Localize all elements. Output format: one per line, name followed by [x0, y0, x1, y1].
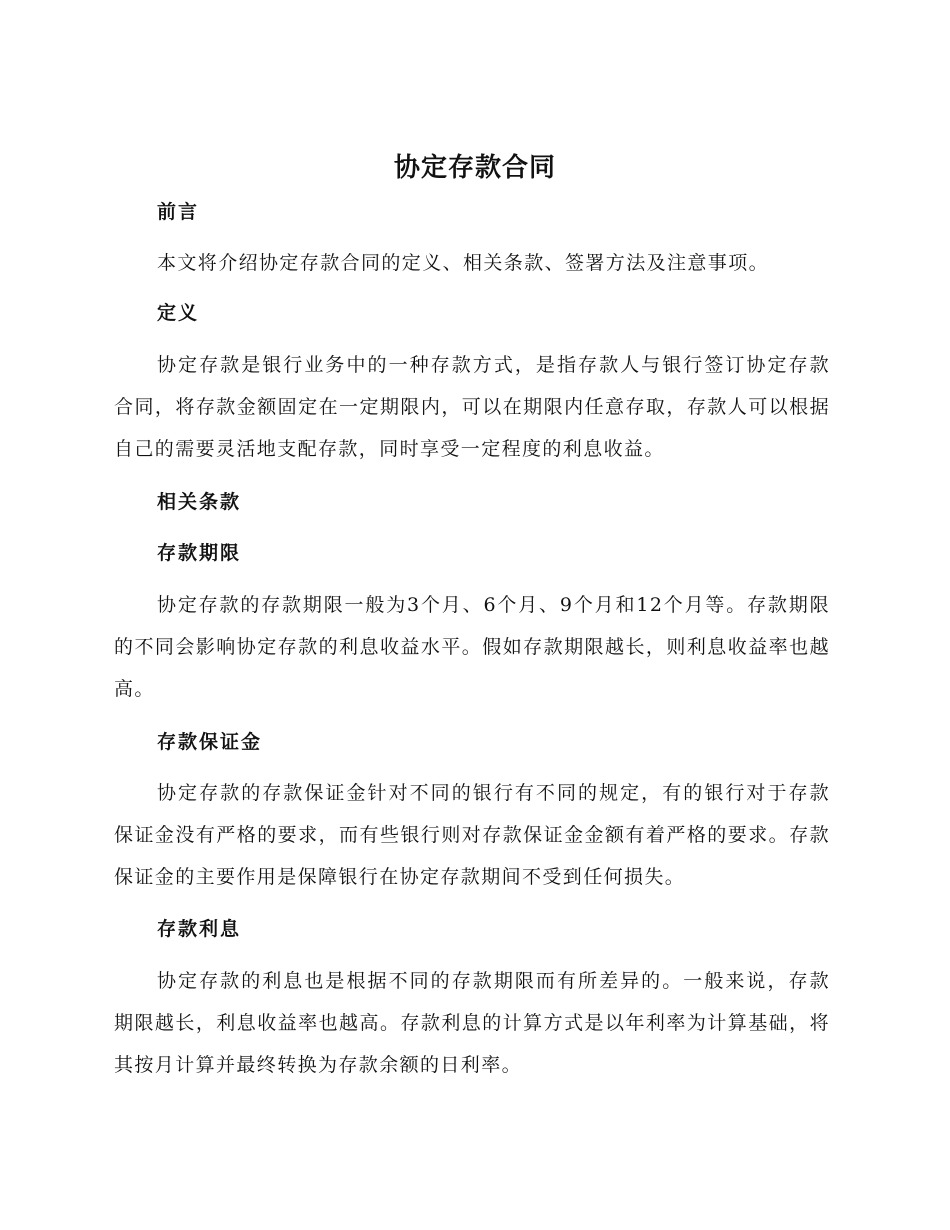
- section-paragraph-deposit-term: 协定存款的存款期限一般为3个月、6个月、9个月和12个月等。存款期限的不同会影响协定存款的利息收益水平。假如存款期限越长，则利息收益率也越高。: [114, 594, 830, 700]
- section-paragraph-deposit-margin: 协定存款的存款保证金针对不同的银行有不同的规定，有的银行对于存款保证金没有严格的要求，而有些银行则对存款保证金金额有着严格的要求。存款保证金的主要作用是保障银行在协定存款期间不受到任何损失。: [114, 782, 830, 888]
- section-heading-deposit-term: 存款期限: [157, 542, 242, 564]
- section-heading-deposit-interest: 存款利息: [157, 918, 242, 940]
- document-title: 协定存款合同: [393, 153, 556, 183]
- section-paragraph-definition: 协定存款是银行业务中的一种存款方式，是指存款人与银行签订协定存款合同，将存款金额固定在一定期限内，可以在期限内任意存取，存款人可以根据自己的需要灵活地支配存款，同时享受一定程度的利息收益。: [114, 354, 830, 460]
- section-heading-deposit-margin: 存款保证金: [157, 731, 263, 753]
- section-heading-related-terms: 相关条款: [157, 491, 242, 513]
- section-heading-definition: 定义: [157, 302, 200, 324]
- section-heading-preface: 前言: [157, 201, 200, 223]
- section-paragraph-deposit-interest: 协定存款的利息也是根据不同的存款期限而有所差异的。一般来说，存款期限越长，利息收益率也越高。存款利息的计算方式是以年利率为计算基础，将其按月计算并最终转换为存款余额的日利率。: [114, 970, 830, 1076]
- section-paragraph-preface: 本文将介绍协定存款合同的定义、相关条款、签署方法及注意事项。: [157, 252, 770, 274]
